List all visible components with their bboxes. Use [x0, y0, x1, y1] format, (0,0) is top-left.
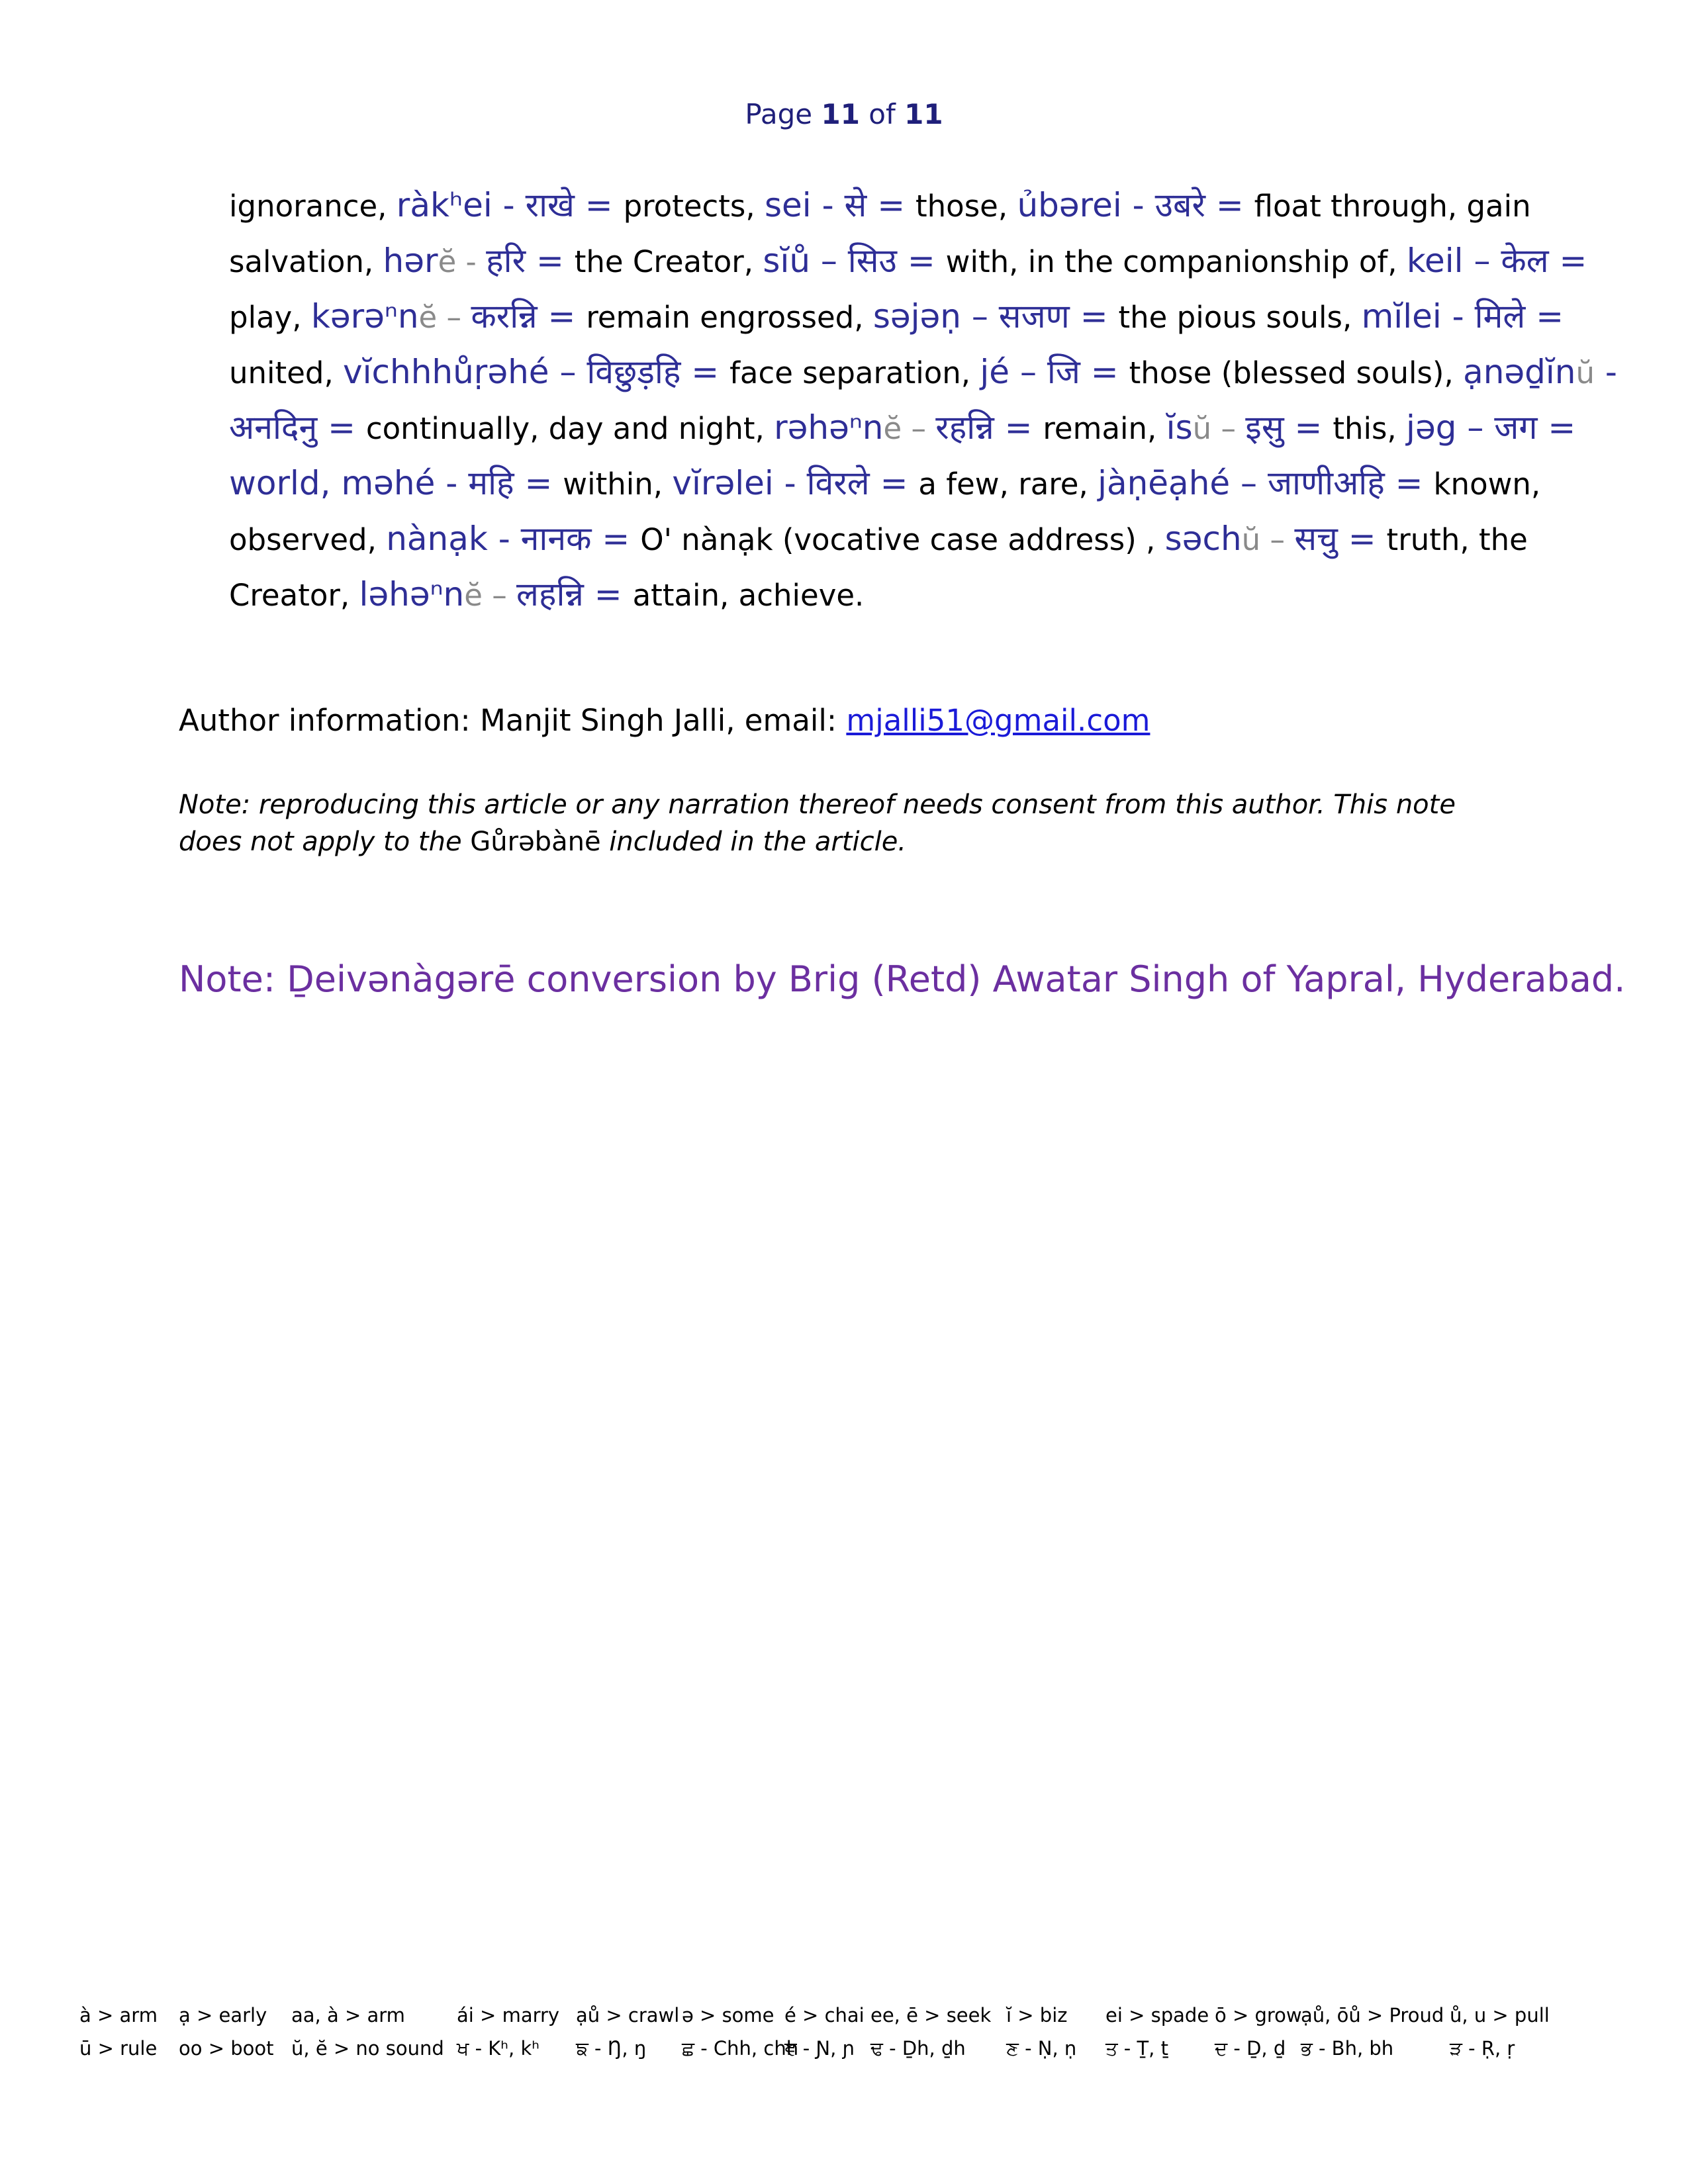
glossary-line [229, 289, 1564, 344]
term-text: ləhəⁿn [359, 575, 465, 614]
meaning-text: united, [229, 355, 344, 390]
glossary-paragraph [229, 177, 1617, 622]
meaning-text: the pious souls, [1118, 300, 1362, 335]
term-text: səch [1164, 520, 1242, 558]
key-entry: ạů > crawl [576, 2004, 680, 2026]
author-email-link[interactable]: mjalli51@gmail.com [846, 703, 1150, 738]
meaning-text: observed, [229, 522, 387, 557]
term-text: - [1595, 353, 1617, 391]
meaning-text: known, [1433, 467, 1541, 502]
glossary-line [229, 177, 1531, 233]
transliteration-key [79, 1999, 1615, 2065]
key-entry: ਣ - Ṇ, ṇ [1006, 2036, 1077, 2060]
key-entry: oo > boot [179, 2037, 274, 2060]
term-text: jəg – जग = [1406, 408, 1576, 447]
term-text: sĭů – सिउ = [763, 242, 946, 280]
term-text: करन्नि = [471, 297, 586, 336]
meaning-text: face separation, [729, 355, 980, 390]
term-text: ủbərei - उबरे = [1017, 186, 1254, 224]
key-entry: ạů, ōů > Proud [1301, 2004, 1444, 2026]
term-text: rəhəⁿn [774, 408, 884, 447]
term-text: ạnəḏĭn [1463, 353, 1576, 391]
meaning-text: Creator, [229, 578, 359, 613]
key-entry: ਞ - Ɲ, ɲ [784, 2036, 855, 2060]
term-text: लहन्नि = [516, 575, 633, 614]
meaning-text: play, [229, 300, 311, 335]
key-entry: ů, u > pull [1450, 2004, 1550, 2026]
meaning-text: within, [563, 467, 673, 502]
glossary-line [229, 455, 1541, 511]
key-entry: aa, à > arm [291, 2004, 405, 2026]
key-row [79, 2032, 1615, 2065]
term-text: hər [383, 242, 438, 280]
meaning-text: remain, [1043, 411, 1166, 446]
meaning-text: continually, day and night, [365, 411, 774, 446]
term-text: हरि = [486, 242, 575, 280]
term-text: ĕ – [418, 300, 471, 335]
key-row [79, 1999, 1615, 2032]
term-text: nànạk - नानक = [386, 520, 641, 558]
key-entry: ə > some [682, 2004, 774, 2026]
glossary-line [229, 567, 1507, 622]
meaning-text: remain engrossed, [586, 300, 873, 335]
term-text: jé – जि = [980, 353, 1129, 391]
key-entry: ū > rule [79, 2037, 158, 2060]
glossary-line [229, 344, 1617, 400]
key-entry: ੜ - Ṛ, ṛ [1450, 2036, 1515, 2060]
key-entry: ਦ - Ḏ, ḏ [1215, 2036, 1286, 2060]
key-entry: ạ > early [179, 2004, 267, 2026]
meaning-text: those (blessed souls), [1129, 355, 1464, 390]
glossary-line [229, 400, 1576, 455]
key-entry: ਭ - Bh, bh [1301, 2036, 1394, 2060]
term-text: इसु = [1245, 408, 1333, 447]
key-entry: ō > grow [1215, 2004, 1302, 2026]
key-entry: ái > marry [457, 2004, 560, 2026]
conversion-note: Note: Ḏeivənàgərē conversion by Brig (Retd) Awatar Singh of Yapral, Hyderabad. [179, 958, 1626, 1000]
term-text: अनदिनु = [229, 408, 366, 447]
term-text: ŭ – [1241, 522, 1295, 557]
term-text: vĭrəlei - विरले = [672, 464, 919, 502]
meaning-text: a few, rare, [918, 467, 1098, 502]
key-entry: ŭ, ĕ > no sound [291, 2037, 444, 2060]
term-text: ĭs [1166, 408, 1193, 447]
key-entry: ਤ - Ṯ, ṯ [1105, 2036, 1168, 2060]
meaning-text: salvation, [229, 244, 383, 279]
term-text: ŭ [1575, 355, 1595, 390]
meaning-text: O' nànạk (vocative case address) , [640, 522, 1165, 557]
copyright-note: Note: reproducing this article or any narration thereof needs consent from this author. This note does not apply to the Gůrəbànē included in the article. [179, 790, 1456, 857]
key-entry: ਢ - Ḏh, ḏh [870, 2036, 966, 2060]
key-entry: é > chai [784, 2004, 865, 2026]
term-text: world, məhé - महि = [229, 464, 563, 502]
meaning-text: the Creator, [574, 244, 763, 279]
meaning-text: ignorance, [229, 189, 397, 224]
term-text: ĕ – [883, 411, 936, 446]
author-information: Author information: Manjit Singh Jalli, email: mjalli51@gmail.com [179, 703, 1150, 738]
meaning-text: with, in the companionship of, [945, 244, 1407, 279]
meaning-text: float through, gain [1254, 189, 1531, 224]
term-text: ĕ - [438, 244, 487, 279]
key-entry: ĭ > biz [1006, 2004, 1068, 2026]
glossary-line [229, 233, 1587, 289]
term-text: mĭlei - मिले = [1361, 297, 1564, 336]
term-text: ŭ – [1192, 411, 1246, 446]
meaning-text: attain, achieve. [632, 578, 865, 613]
term-text: səjəṇ – सजण = [872, 297, 1119, 336]
key-entry: ਛ - Chh, chh [682, 2036, 799, 2060]
term-text: keil – केल = [1406, 242, 1587, 280]
term-text: सचु = [1294, 520, 1387, 558]
term-text: ràkʰei - राखे = [396, 186, 624, 224]
term-text: sei - से = [765, 186, 916, 224]
meaning-text: truth, the [1386, 522, 1528, 557]
term-text: vĭchhhůṛəhé – विछुड़हि = [343, 353, 730, 391]
meaning-text: protects, [623, 189, 765, 224]
glossary-line [229, 511, 1528, 567]
term-text: jàṇēạhé – जाणीअहि = [1098, 464, 1434, 502]
term-text: ĕ – [464, 578, 516, 613]
meaning-text: this, [1333, 411, 1407, 446]
meaning-text: those, [915, 189, 1017, 224]
key-entry: ਙ - Ŋ, ŋ [576, 2036, 647, 2060]
key-entry: ee, ē > seek [870, 2004, 992, 2026]
key-entry: à > arm [79, 2004, 158, 2026]
key-entry: ei > spade [1105, 2004, 1209, 2026]
term-text: kərəⁿn [310, 297, 419, 336]
page-number: Page 11 of 11 [745, 98, 943, 130]
key-entry: ਖ - Kʰ, kʰ [457, 2036, 539, 2060]
term-text: रहन्नि = [935, 408, 1043, 447]
